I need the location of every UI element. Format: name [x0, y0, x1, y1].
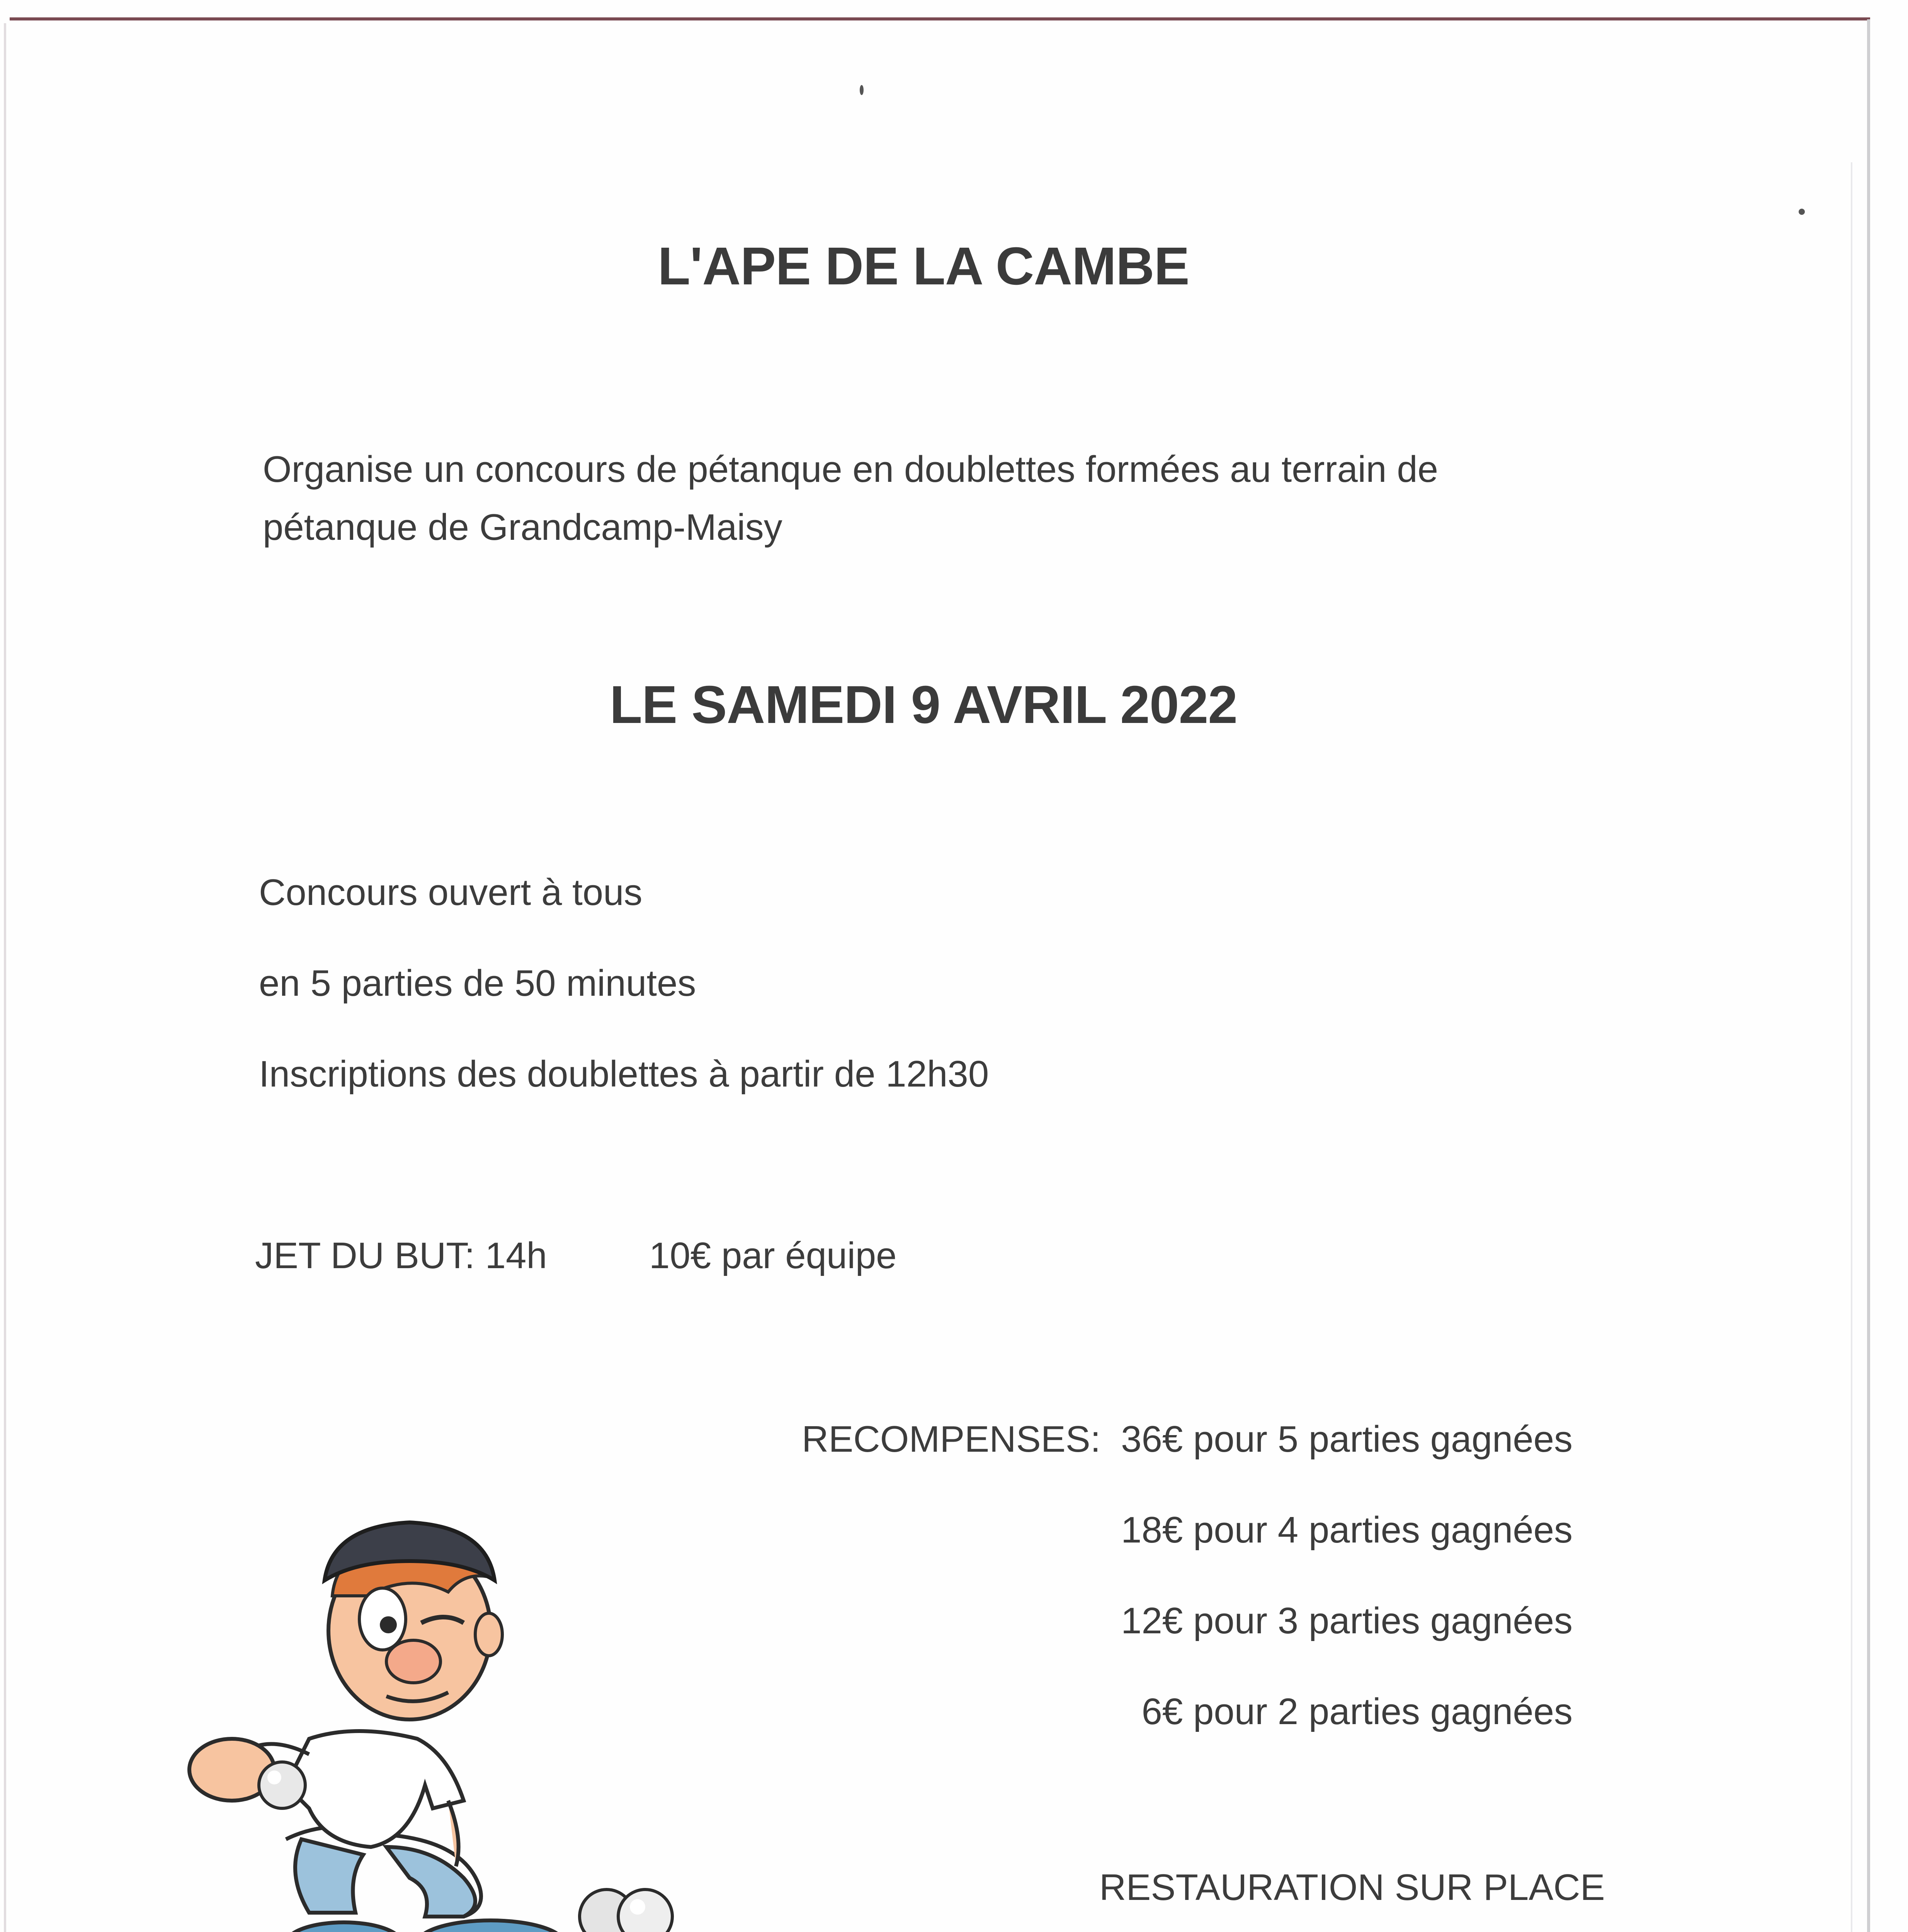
- event-date: LE SAMEDI 9 AVRIL 2022: [609, 675, 1238, 735]
- reward-5-wins: 36€ pour 5 parties gagnées: [1121, 1418, 1573, 1460]
- rewards-label: RECOMPENSES:: [802, 1418, 1101, 1460]
- scan-speck: [860, 85, 864, 95]
- petanque-player-illustration: [116, 1507, 792, 1932]
- scan-edge-right: [1867, 19, 1870, 1932]
- restauration-info: RESTAURATION SUR PLACE: [1099, 1867, 1605, 1908]
- reward-3-wins: 12€ pour 3 parties gagnées: [1121, 1600, 1573, 1641]
- scan-edge-left: [4, 23, 6, 1932]
- entry-price: 10€ par équipe: [649, 1235, 897, 1276]
- reward-2-wins: 6€ pour 2 parties gagnées: [1141, 1691, 1573, 1732]
- jet-du-but-time: JET DU BUT: 14h: [255, 1235, 547, 1276]
- detail-rounds: en 5 parties de 50 minutes: [259, 963, 696, 1004]
- reward-4-wins: 18€ pour 4 parties gagnées: [1121, 1509, 1573, 1551]
- scan-edge-top: [10, 17, 1870, 20]
- scan-edge-right-inner: [1851, 162, 1852, 1932]
- detail-registration: Inscriptions des doublettes à partir de 12h30: [259, 1053, 989, 1095]
- intro-line-2: pétanque de Grandcamp-Maisy: [263, 507, 782, 548]
- intro-line-1: Organise un concours de pétanque en doublettes formées au terrain de: [263, 449, 1438, 490]
- detail-open-to-all: Concours ouvert à tous: [259, 872, 643, 913]
- scan-speck: [1799, 209, 1805, 215]
- event-organizer-title: L'APE DE LA CAMBE: [658, 236, 1189, 296]
